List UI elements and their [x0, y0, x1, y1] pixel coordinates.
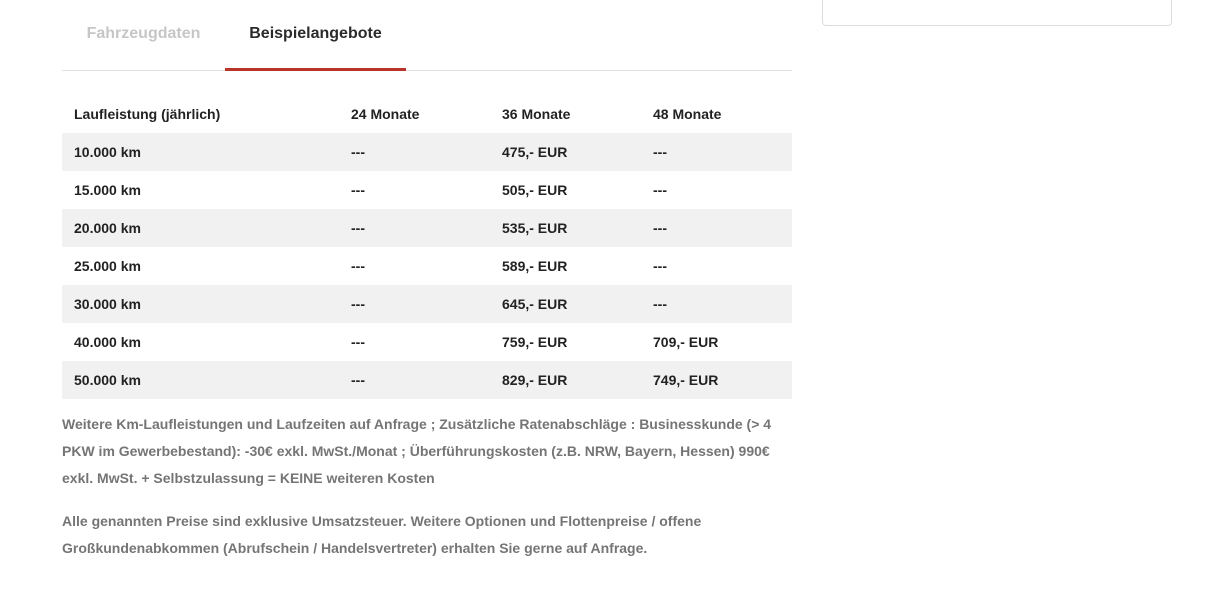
cell-48-months: ---: [653, 258, 667, 274]
cell-mileage: 50.000 km: [74, 372, 141, 388]
cell-36-months: 645,- EUR: [502, 296, 568, 312]
table-row: [62, 285, 792, 323]
cell-48-months: ---: [653, 220, 667, 236]
tab-fahrzeugdaten[interactable]: Fahrzeugdaten: [86, 25, 201, 42]
cell-24-months: ---: [351, 372, 365, 388]
cell-36-months: 505,- EUR: [502, 182, 568, 198]
cell-mileage: 20.000 km: [74, 220, 141, 236]
cell-mileage: 15.000 km: [74, 182, 141, 198]
cell-36-months: 759,- EUR: [502, 334, 568, 350]
cell-mileage: 30.000 km: [74, 296, 141, 312]
table-row: [62, 323, 792, 361]
sidebar-panel: [822, 0, 1172, 26]
table-row: [62, 209, 792, 247]
cell-48-months: ---: [653, 144, 667, 160]
cell-36-months: 589,- EUR: [502, 258, 568, 274]
cell-48-months: 709,- EUR: [653, 334, 719, 350]
vehicle-offer-section: [62, 0, 792, 562]
cell-24-months: ---: [351, 258, 365, 274]
cell-24-months: ---: [351, 220, 365, 236]
table-row: [62, 133, 792, 171]
cell-mileage: 40.000 km: [74, 334, 141, 350]
cell-24-months: ---: [351, 334, 365, 350]
cell-mileage: 25.000 km: [74, 258, 141, 274]
table-row: [62, 247, 792, 285]
cell-36-months: 829,- EUR: [502, 372, 568, 388]
leasing-offers-table: [62, 95, 792, 399]
cell-48-months: ---: [653, 296, 667, 312]
table-row: [62, 171, 792, 209]
cell-24-months: ---: [351, 144, 365, 160]
column-header-mileage: Laufleistung (jährlich): [74, 106, 221, 122]
table-row: [62, 361, 792, 399]
cell-36-months: 475,- EUR: [502, 144, 568, 160]
tab-bar: [62, 0, 792, 71]
cell-mileage: 10.000 km: [74, 144, 141, 160]
column-header-36-months: 36 Monate: [502, 106, 571, 122]
cell-24-months: ---: [351, 182, 365, 198]
cell-24-months: ---: [351, 296, 365, 312]
offer-conditions-note: Weitere Km-Laufleistungen und Laufzeiten auf Anfrage ; Zusätzliche Ratenabschläge : Businesskunde (> 4 PKW im Gewerbebestand): -30€ exkl. MwSt./Monat ; Überführungskosten (z.B. NRW, Bayern, Hessen) 990€ exkl. MwSt. + Selbstzulassung = KEINE weiteren Kosten: [62, 416, 772, 486]
cell-48-months: ---: [653, 182, 667, 198]
tab-beispielangebote[interactable]: Beispielangebote: [225, 0, 406, 70]
price-disclaimer-note: Alle genannten Preise sind exklusive Umsatzsteuer. Weitere Optionen und Flottenpreise / offene Großkundenabkommen (Abrufschein / Handelsvertreter) erhalten Sie gerne auf Anfrage.: [62, 513, 702, 556]
column-header-24-months: 24 Monate: [351, 106, 420, 122]
column-header-48-months: 48 Monate: [653, 106, 722, 122]
cell-36-months: 535,- EUR: [502, 220, 568, 236]
table-header-row: [62, 95, 792, 133]
cell-48-months: 749,- EUR: [653, 372, 719, 388]
